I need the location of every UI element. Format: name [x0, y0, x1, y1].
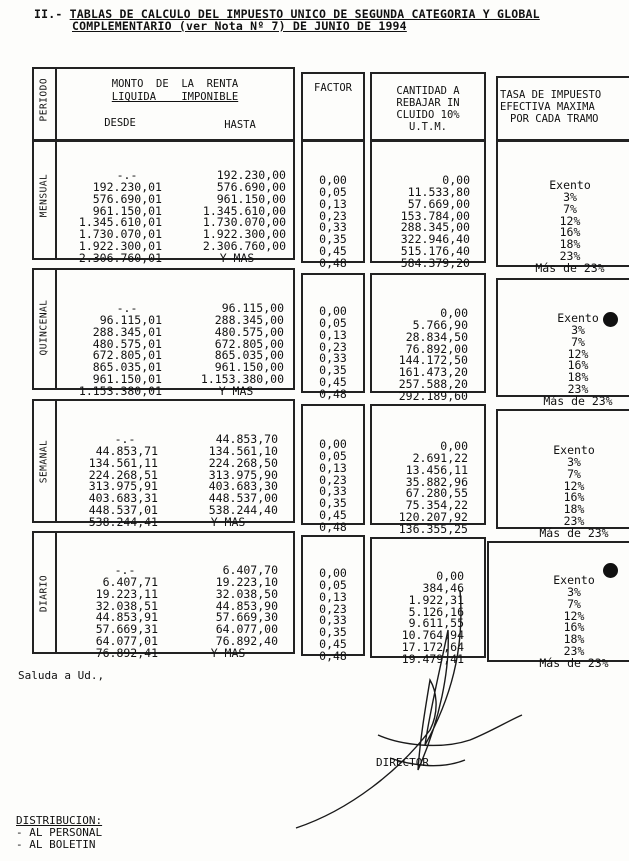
header-factor: FACTOR	[314, 82, 352, 94]
table-cell: 1.345.610,01	[78, 215, 162, 230]
table-cell: 7%	[571, 334, 585, 349]
table-cell: 1.730.070,01	[78, 227, 162, 242]
table-cell: 2.691,22	[412, 450, 468, 465]
table-cell: -.-	[114, 562, 136, 577]
table-cell: 480.575,01	[92, 336, 162, 351]
table-cell: 0,33	[319, 613, 347, 628]
table-cell: 0,33	[319, 220, 347, 235]
mensual-rebaja-column	[372, 151, 470, 282]
table-cell: 57.669,30	[215, 610, 278, 625]
table-cell: 76.892,40	[215, 634, 278, 649]
mensual-desde-column	[62, 146, 162, 277]
title-line-1: TABLAS DE CALCULO DEL IMPUESTO UNICO DE SEGUNDA CATEGORIA Y GLOBAL	[69, 7, 540, 21]
table-cell: 0,05	[319, 315, 347, 330]
signature-scribble	[290, 565, 540, 835]
table-cell: 57.669,00	[407, 196, 470, 211]
mensual-hasta-column	[168, 146, 286, 277]
period-label-semanal: SEMANAL	[38, 439, 50, 484]
table-cell: 11.533,80	[407, 184, 470, 199]
table-cell: Y MAS	[218, 384, 254, 399]
table-cell: 0,05	[319, 577, 347, 592]
table-cell: 322.946,40	[400, 232, 470, 247]
header-desde: DESDE	[104, 117, 136, 129]
table-cell: 7%	[563, 201, 577, 216]
table-cell: 10.764,94	[401, 628, 464, 643]
table-cell: 23%	[563, 644, 585, 659]
header-tasa-line3: POR CADA TRAMO	[510, 113, 599, 125]
header-monto-line2: LIQUIDA IMPONIBLE	[111, 91, 239, 103]
table-cell: 0,33	[319, 484, 347, 499]
table-cell: 292.189,60	[398, 389, 468, 404]
header-cantidad-line4: U.T.M.	[409, 121, 447, 133]
table-cell: 136.355,25	[398, 522, 468, 537]
table-cell: 5.766,90	[412, 317, 468, 332]
table-cell: 0,05	[319, 184, 347, 199]
table-cell: 64.077,01	[95, 634, 158, 649]
mensual-factor-column	[303, 151, 363, 282]
table-cell: 16%	[567, 358, 589, 373]
table-cell: 0,45	[319, 375, 347, 390]
table-cell: 961.150,01	[92, 203, 162, 218]
table-cell: 0,00	[319, 436, 347, 451]
semanal-hasta-column	[168, 410, 278, 541]
table-cell: 2.306.760,01	[78, 251, 162, 266]
mensual-tasa-column	[520, 156, 620, 287]
table-cell: -.-	[116, 167, 138, 182]
quincenal-rebaja-column	[372, 284, 468, 415]
quincenal-hasta-column	[168, 279, 284, 410]
punch-hole-mark	[603, 312, 618, 327]
table-cell: 961.150,00	[214, 360, 284, 375]
table-cell: 96.115,00	[221, 300, 284, 315]
table-cell: 0,45	[319, 508, 347, 523]
table-cell: 0,13	[319, 327, 347, 342]
table-cell: 12%	[567, 346, 589, 361]
header-periodo: PERIODO	[38, 77, 50, 122]
table-cell: 18%	[559, 237, 581, 252]
table-cell: 2.306.760,00	[202, 239, 286, 254]
semanal-rebaja-column	[372, 417, 468, 548]
table-cell: 224.268,51	[88, 467, 158, 482]
table-cell: 12%	[559, 213, 581, 228]
table-cell: 1.730.070,00	[202, 215, 286, 230]
table-cell: 584.379,20	[400, 256, 470, 271]
table-cell: 1.153.380,01	[78, 384, 162, 399]
table-cell: 32.038,50	[215, 586, 278, 601]
table-cell: 3%	[563, 189, 577, 204]
distribution-item: - AL BOLETIN	[16, 838, 96, 851]
distribution-item: - AL PERSONAL	[16, 826, 103, 839]
table-cell: 134.561,10	[208, 443, 278, 458]
table-cell: 0,35	[319, 496, 347, 511]
table-cell: 480.575,00	[214, 324, 284, 339]
table-cell: 224.268,50	[208, 455, 278, 470]
signature-label: DIRECTOR	[376, 756, 429, 769]
table-cell: 76.892,00	[405, 341, 468, 356]
period-label-quincenal: QUINCENAL	[38, 299, 50, 356]
table-cell: 0,48	[319, 256, 347, 271]
table-cell: 0,00	[319, 303, 347, 318]
table-cell: 161.473,20	[398, 365, 468, 380]
table-cell: 0,00	[319, 172, 347, 187]
table-cell: -.-	[114, 431, 136, 446]
table-cell: 192.230,00	[216, 167, 286, 182]
diario-desde-column	[62, 541, 158, 672]
heading-line-2	[34, 20, 540, 32]
header-tasa-line1: TASA DE IMPUESTO	[500, 89, 602, 101]
table-cell: 5.126,16	[408, 604, 464, 619]
table-cell: 0,13	[319, 589, 347, 604]
table-cell: 44.853,90	[215, 598, 278, 613]
table-cell: 17.172,64	[401, 640, 464, 655]
table-cell: 12%	[563, 608, 585, 623]
table-cell: 576.690,00	[216, 179, 286, 194]
header-period-divider	[55, 67, 57, 142]
quincenal-desde-column	[62, 279, 162, 410]
table-cell: 0,45	[319, 637, 347, 652]
header-cantidad-line2: REBAJAR IN	[396, 97, 460, 109]
punch-hole-mark	[603, 563, 618, 578]
table-cell: 76.892,41	[95, 646, 158, 661]
table-cell: 3%	[567, 454, 581, 469]
table-cell: 313.975,90	[208, 467, 278, 482]
table-cell: Y MAS	[210, 646, 246, 661]
table-cell: 3%	[567, 584, 581, 599]
table-cell: 0,23	[319, 208, 347, 223]
distribution-title: DISTRIBUCION:	[16, 814, 103, 827]
table-cell: 0,45	[319, 244, 347, 259]
table-cell: 961.150,01	[92, 372, 162, 387]
table-cell: 9.611,55	[408, 616, 464, 631]
table-cell: 13.456,11	[405, 462, 468, 477]
semanal-desde-column	[62, 410, 158, 541]
header-tasa-line2: EFECTIVA MAXIMA	[500, 101, 595, 113]
table-cell: 1.922,31	[408, 592, 464, 607]
table-cell: 0,48	[319, 520, 347, 535]
table-cell: Más de 23%	[539, 656, 609, 671]
table-cell: 0,00	[440, 438, 468, 453]
table-cell: 96.115,01	[99, 312, 162, 327]
table-cell: 257.588,20	[398, 377, 468, 392]
table-cell: 0,35	[319, 363, 347, 378]
table-cell: 18%	[563, 632, 585, 647]
table-cell: 865.035,00	[214, 348, 284, 363]
table-cell: 313.975,91	[88, 479, 158, 494]
semanal-divider	[55, 399, 57, 523]
table-cell: 144.172,50	[398, 353, 468, 368]
table-cell: 32.038,51	[95, 598, 158, 613]
table-cell: 0,35	[319, 625, 347, 640]
table-cell: 0,00	[436, 568, 464, 583]
table-cell: 19.479,41	[401, 652, 464, 667]
table-cell: 16%	[563, 620, 585, 635]
semanal-factor-column	[303, 415, 363, 546]
header-cantidad-line3: CLUIDO 10%	[396, 109, 460, 121]
table-cell: Y MAS	[219, 251, 255, 266]
table-cell: 16%	[563, 490, 585, 505]
table-cell: 153.784,00	[400, 208, 470, 223]
table-cell: Más de 23%	[539, 526, 609, 541]
table-cell: 23%	[563, 514, 585, 529]
table-cell: 0,00	[442, 172, 470, 187]
table-cell: 0,23	[319, 339, 347, 354]
table-cell: 672.805,00	[214, 336, 284, 351]
table-cell: 18%	[563, 502, 585, 517]
closing-text: Saluda a Ud.,	[18, 669, 105, 682]
table-cell: 288.345,00	[214, 312, 284, 327]
table-cell: 44.853,71	[95, 443, 158, 458]
table-cell: 0,00	[319, 565, 347, 580]
header-cantidad-line1: CANTIDAD A	[396, 85, 460, 97]
table-cell: 0,13	[319, 196, 347, 211]
table-cell: 44.853,91	[95, 610, 158, 625]
table-cell: Más de 23%	[543, 394, 613, 409]
table-cell: 35.882,96	[405, 474, 468, 489]
table-cell: 0,33	[319, 351, 347, 366]
table-cell: 64.077,00	[215, 622, 278, 637]
table-cell: 1.153.380,00	[200, 372, 284, 387]
title-line-2: COMPLEMENTARIO (ver Nota Nº 7) DE JUNIO DE 1994	[72, 19, 407, 33]
quincenal-factor-column	[303, 282, 363, 413]
table-cell: 192.230,01	[92, 179, 162, 194]
table-cell: 23%	[559, 249, 581, 264]
table-cell: 0,48	[319, 649, 347, 664]
table-cell: 961.150,00	[216, 191, 286, 206]
table-cell: 1.922.300,00	[202, 227, 286, 242]
table-cell: 288.345,01	[92, 324, 162, 339]
quincenal-divider	[55, 268, 57, 390]
table-cell: 1.345.610,00	[202, 203, 286, 218]
table-cell: 3%	[571, 322, 585, 337]
table-cell: 120.207,92	[398, 510, 468, 525]
period-label-diario: DIARIO	[38, 574, 50, 613]
table-cell: 57.669,31	[95, 622, 158, 637]
table-cell: 538.244,40	[208, 503, 278, 518]
header-hasta: HASTA	[224, 119, 256, 131]
diario-divider	[55, 531, 57, 654]
table-cell: 75.354,22	[405, 498, 468, 513]
table-cell: 403.683,31	[88, 491, 158, 506]
table-cell: 44.853,70	[215, 431, 278, 446]
table-cell: 67.280,55	[405, 486, 468, 501]
table-cell: Exento	[549, 177, 591, 192]
table-cell: 7%	[567, 596, 581, 611]
table-cell: 0,23	[319, 601, 347, 616]
table-cell: 134.561,11	[88, 455, 158, 470]
table-cell: Y MAS	[210, 515, 246, 530]
semanal-tasa-column	[524, 421, 624, 552]
document-heading	[34, 8, 540, 32]
table-cell: 515.176,40	[400, 244, 470, 259]
table-cell: 6.407,71	[102, 574, 158, 589]
table-cell: 538.244,41	[88, 515, 158, 530]
table-cell: 16%	[559, 225, 581, 240]
table-cell: 576.690,01	[92, 191, 162, 206]
table-cell: 384,46	[422, 580, 464, 595]
period-label-mensual: MENSUAL	[38, 173, 50, 218]
table-cell: 7%	[567, 466, 581, 481]
table-cell: 672.805,01	[92, 348, 162, 363]
table-cell: 28.834,50	[405, 329, 468, 344]
table-cell: 0,48	[319, 387, 347, 402]
table-cell: -.-	[116, 300, 138, 315]
table-cell: 0,05	[319, 448, 347, 463]
table-cell: 288.345,00	[400, 220, 470, 235]
table-cell: 865.035,01	[92, 360, 162, 375]
table-cell: 23%	[567, 382, 589, 397]
header-monto-line1: MONTO DE LA RENTA	[111, 78, 239, 90]
table-cell: 0,23	[319, 472, 347, 487]
quincenal-tasa-column	[528, 289, 628, 420]
table-cell: 0,00	[440, 305, 468, 320]
table-cell: 448.537,01	[88, 503, 158, 518]
table-cell: Exento	[553, 572, 595, 587]
table-cell: 18%	[567, 370, 589, 385]
table-cell: 0,35	[319, 232, 347, 247]
mensual-divider	[55, 139, 57, 260]
table-cell: 12%	[563, 478, 585, 493]
table-cell: 6.407,70	[222, 562, 278, 577]
table-cell: Exento	[557, 310, 599, 325]
diario-hasta-column	[168, 541, 278, 672]
table-cell: Más de 23%	[535, 261, 605, 276]
table-cell: 19.223,10	[215, 574, 278, 589]
table-cell: 403.683,30	[208, 479, 278, 494]
table-cell: Exento	[553, 442, 595, 457]
table-cell: 448.537,00	[208, 491, 278, 506]
section-number: II.-	[34, 7, 63, 21]
table-cell: 1.922.300,01	[78, 239, 162, 254]
table-cell: 19.223,11	[95, 586, 158, 601]
table-cell: 0,13	[319, 460, 347, 475]
